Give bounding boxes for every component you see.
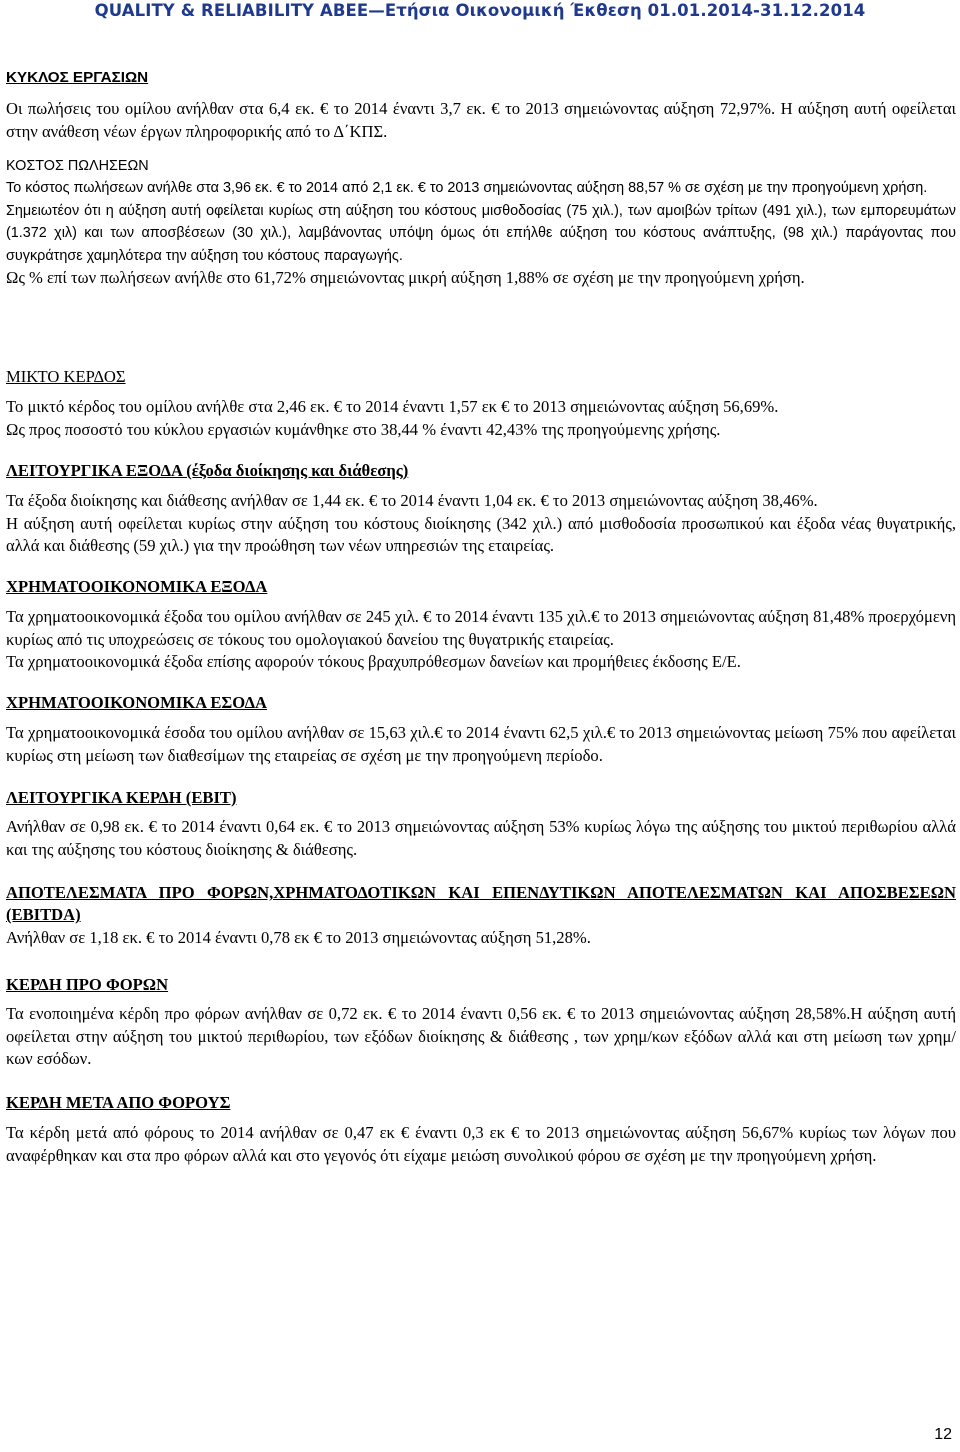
section-heading: ΚΕΡΔΗ ΠΡΟ ΦΟΡΩΝ	[6, 975, 169, 994]
section-paragraph: Τα χρηματοοικονομικά έσοδα του ομίλου ανήλθαν σε 15,63 χιλ.€ το 2014 έναντι 62,5 χιλ.€ το 2013 σημειώνοντας μείωση 75% που αφείλεται κυρίως στη μείωση των διαθεσίμων της εταιρείας σε σχέση με την προηγούμενη περίοδο.	[6, 723, 956, 765]
section-leitourgika-exoda	[6, 460, 956, 558]
section-paragraph: Το μικτό κέρδος του ομίλου ανήλθε στα 2,46 εκ. € το 2014 έναντι 1,57 εκ € το 2013 σημειώνοντας αύξηση 56,69%.	[6, 397, 779, 417]
section-heading: ΚΥΚΛΟΣ ΕΡΓΑΣΙΩΝ	[6, 69, 149, 86]
section-kerdi-pro-foron	[6, 974, 956, 1071]
section-ebit	[6, 787, 956, 861]
section-kostos-poliseon	[6, 155, 956, 289]
section-paragraph: Τα ενοποιημένα κέρδη προ φόρων ανήλθαν σε 0,72 εκ. € το 2014 έναντι 0,56 εκ. € το 2013 σημειώνοντας αύξηση 28,58%.Η αύξηση αυτή οφείλεται στην αύξηση του μικτού περιθωρίου, των εξόδων διοίκησης & διάθεσης , των χρημ/κων εξόδων αλλά και στη μείωση των χρημ/κων εσόδων.	[6, 1004, 956, 1069]
section-xrimatooikonomika-exoda	[6, 576, 956, 674]
section-heading: ΛΕΙΤΟΥΡΓΙΚΑ ΚΕΡΔΗ (EBIT)	[6, 788, 237, 807]
section-paragraph: Σημειωτέον ότι η αύξηση αυτή οφείλεται κυρίως στη αύξηση του κόστους μισθοδοσίας (75 χιλ.), των αμοιβών τρίτων (491 χιλ.), των εμπορευμάτων (1.372 χιλ) και των αποσβέσεων (30 χιλ.), λαμβάνοντας υπόψη όμως ότι επήλθε αύξηση του κόστους ανάπτυξης, (98 χιλ.) παράγοντας που συγκράτησε χαμηλότερα την αύξηση του κόστους παραγωγής.	[6, 202, 956, 264]
section-heading: ΑΠΟΤΕΛΕΣΜΑΤΑ ΠΡΟ ΦΟΡΩΝ,ΧΡΗΜΑΤΟΔΟΤΙΚΩΝ ΚΑΙ ΕΠΕΝΔΥΤΙΚΩΝ ΑΠΟΤΕΛΕΣΜΑΤΩΝ ΚΑΙ ΑΠΟΣΒΕΣΕΩΝ (EBITDA)	[6, 883, 956, 925]
section-kerdi-meta-foron	[6, 1092, 956, 1167]
document-header: QUALITY & RELIABILITY ABEE—Ετήσια Οικονομική Έκθεση 01.01.2014-31.12.2014	[94, 1, 866, 20]
section-paragraph: Ανήλθαν σε 0,98 εκ. € το 2014 έναντι 0,64 εκ. € το 2013 σημειώνοντας αύξηση 53% κυρίως λόγω της αύξησης του μικτού περιθωρίου αλλά και της αύξησης του κόστους διοίκησης & διάθεσης.	[6, 817, 956, 859]
section-heading: ΚΕΡΔΗ ΜΕΤΑ ΑΠΟ ΦΟΡΟΥΣ	[6, 1093, 231, 1112]
section-paragraph: Τα χρηματοοικονομικά έξοδα του ομίλου ανήλθαν σε 245 χιλ. € το 2014 έναντι 135 χιλ.€ το 2013 σημειώνοντας αύξηση 81,48% προερχόμενη κυρίως από τις υποχρεώσεις σε τόκους του ομολογιακού δανείου της θυγατρικής εταιρείας.	[6, 607, 956, 649]
section-heading: ΚΟΣΤΟΣ ΠΩΛΗΣΕΩΝ	[6, 158, 149, 174]
section-paragraph: Τα χρηματοοικονομικά έξοδα επίσης αφορούν τόκους βραχυπρόθεσμων δανείων και προμήθειες έκδοσης Ε/Ε.	[6, 652, 741, 672]
section-paragraph: Ως προς ποσοστό του κύκλου εργασιών κυμάνθηκε στο 38,44 % έναντι 42,43% της προηγούμενης χρήσης.	[6, 419, 721, 439]
section-heading: ΧΡΗΜΑΤΟΟΙΚΟΝΟΜΙΚΑ ΕΣΟΔΑ	[6, 693, 267, 712]
section-heading: ΜΙΚΤΟ ΚΕΡΔΟΣ	[6, 367, 126, 386]
section-mikto-kerdos	[6, 366, 956, 441]
section-paragraph: Τα κέρδη μετά από φόρους το 2014 ανήλθαν σε 0,47 εκ € έναντι 0,3 εκ € το 2013 σημειώνοντας αύξηση 56,67% κυρίως των λόγων που αναφέρθηκαν και στα προ φόρων αλλά και στο γεγονός ότι είχαμε μειώση συνολικού φόρου σε σχέση με την προηγούμενη χρήση.	[6, 1123, 956, 1165]
section-paragraph: Τα έξοδα διοίκησης και διάθεσης ανήλθαν σε 1,44 εκ. € το 2014 έναντι 1,04 εκ. € το 2013 σημειώνοντας αύξηση 38,46%.	[6, 491, 818, 511]
section-heading: ΛΕΙΤΟΥΡΓΙΚΑ ΕΞΟΔΑ (έξοδα διοίκησης και διάθεσης)	[6, 461, 409, 480]
section-kyklos-ergasion	[6, 67, 956, 143]
section-paragraph: Η αύξηση αυτή οφείλεται κυρίως στην αύξηση του κόστους διοίκησης (342 χιλ.) από μισθοδοσία προσωπικού και έξοδα νέας θυγατρικής, αλλά και διάθεσης (59 χιλ.) για την προώθηση των νέων υπηρεσιών της εταιρείας.	[6, 513, 956, 556]
page-number: 12	[934, 1426, 952, 1443]
section-paragraph: Ως % επί των πωλήσεων ανήλθε στο 61,72% σημειώνοντας μικρή αύξηση 1,88% σε σχέση με την προηγούμενη χρήση.	[6, 268, 805, 288]
section-paragraph: Το κόστος πωλήσεων ανήλθε στα 3,96 εκ. € το 2014 από 2,1 εκ. € το 2013 σημειώνοντας αύξηση 88,57 % σε σχέση με την προηγούμενη χρήση.	[6, 180, 928, 197]
section-paragraph: Ανήλθαν σε 1,18 εκ. € το 2014 έναντι 0,78 εκ € το 2013 σημειώνοντας αύξηση 51,28%.	[6, 927, 591, 947]
section-ebitda	[6, 882, 956, 949]
section-heading: ΧΡΗΜΑΤΟΟΙΚΟΝΟΜΙΚΑ ΕΞΟΔΑ	[6, 577, 268, 596]
section-xrimatooikonomika-esoda	[6, 692, 956, 767]
section-paragraph: Οι πωλήσεις του ομίλου ανήλθαν στα 6,4 εκ. € το 2014 έναντι 3,7 εκ. € το 2013 σημειώνοντας αύξηση 72,97%. Η αύξηση αυτή οφείλεται στην ανάθεση νέων έργων πληροφορικής από το Δ΄ΚΠΣ.	[6, 99, 956, 141]
